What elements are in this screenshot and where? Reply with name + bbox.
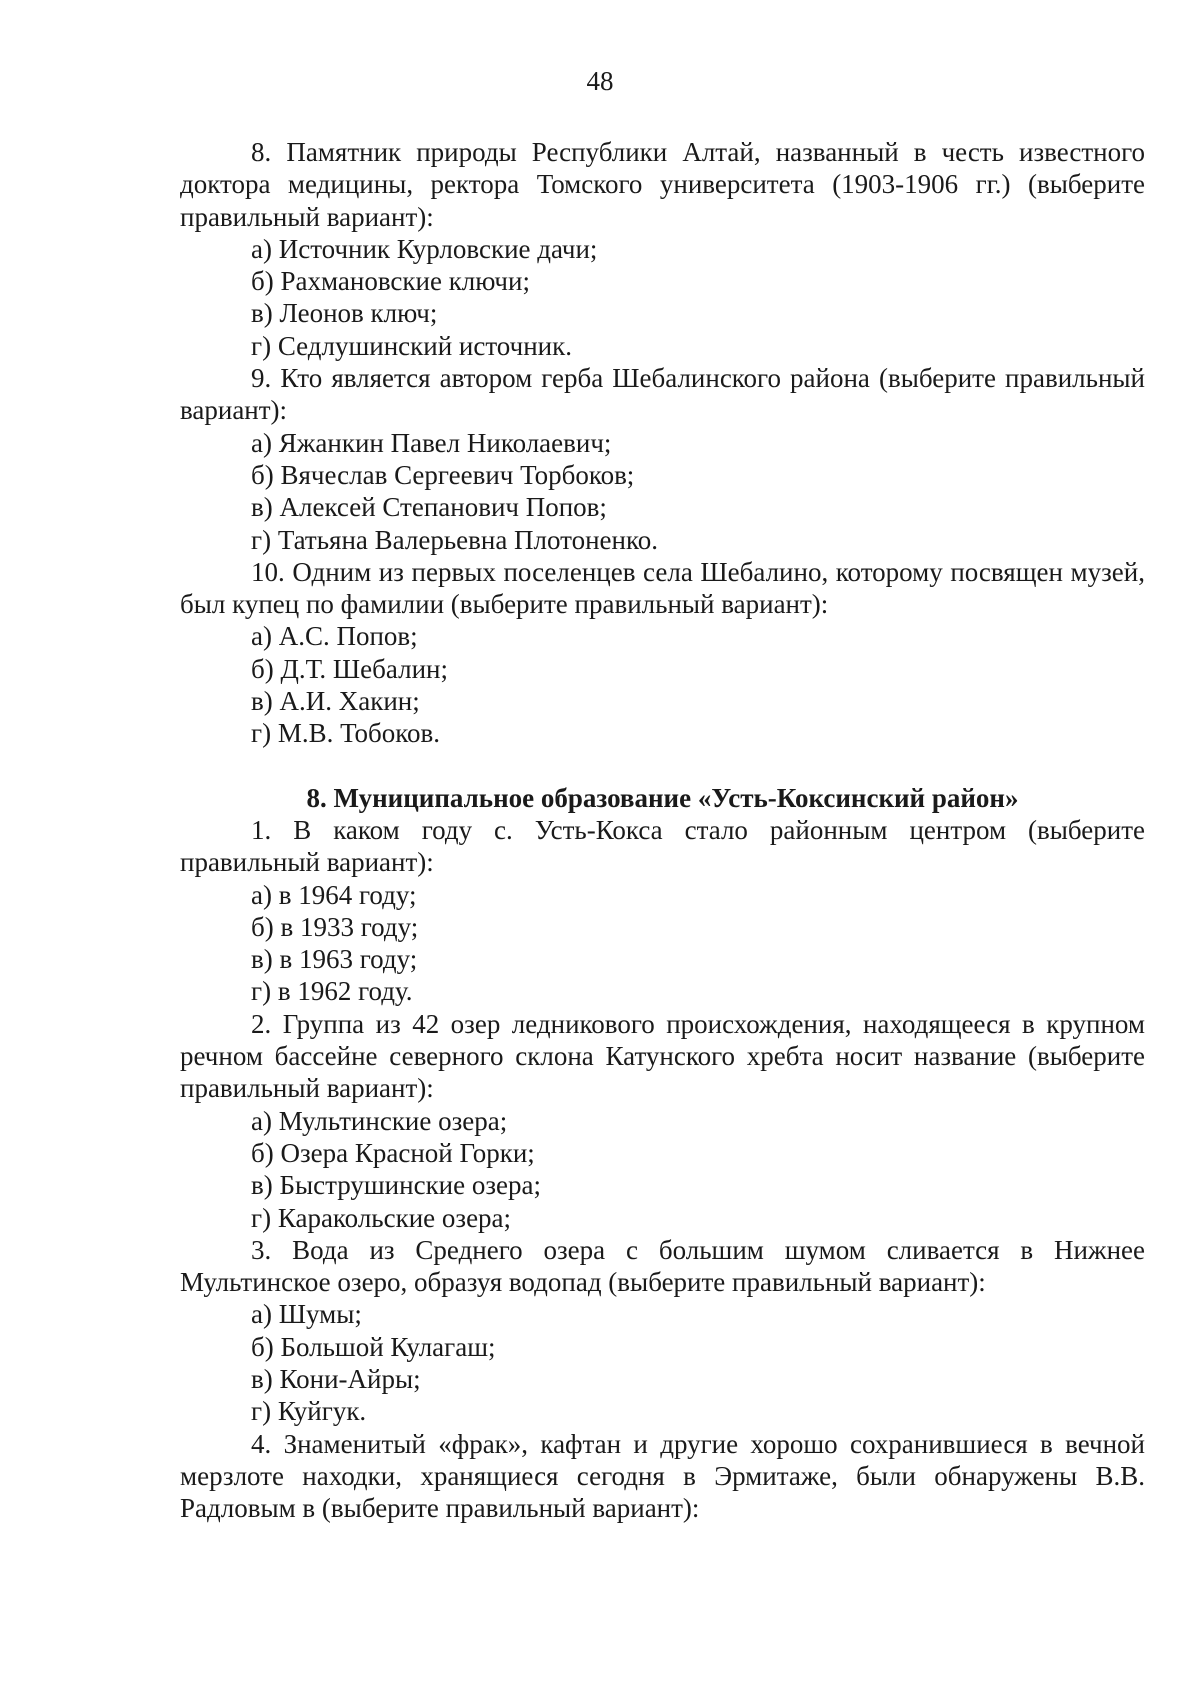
answer-option: а) Шумы;	[251, 1299, 362, 1330]
answer-option: в) Кони-Айры;	[251, 1363, 421, 1394]
answer-option: б) Вячеслав Сергеевич Торбоков;	[251, 459, 635, 490]
answer-option: г) М.В. Тобоков.	[251, 718, 441, 749]
answer-option: б) Рахмановские ключи;	[251, 266, 530, 297]
question-3: 3. Вода из Среднего озера с большим шумом сливается в Нижнее Мультинское озеро, образуя водопад (выберите правильный вариант):	[180, 1234, 1145, 1298]
answer-option: г) Седлушинский источник.	[251, 330, 572, 361]
answer-option: б) Д.Т. Шебалин;	[251, 653, 448, 684]
answer-option: б) в 1933 году;	[251, 911, 419, 942]
question-1: 1. В каком году с. Усть-Кокса стало районным центром (выберите правильный вариант):	[180, 814, 1145, 878]
section-heading: 8. Муниципальное образование «Усть-Коксинский район»	[306, 782, 1019, 813]
answer-option: г) Каракольские озера;	[251, 1202, 512, 1233]
answer-option: в) Леонов ключ;	[251, 298, 438, 329]
answer-option: г) Куйгук.	[251, 1396, 367, 1427]
answer-option: б) Большой Кулагаш;	[251, 1331, 496, 1362]
answer-option: г) Татьяна Валерьевна Плотоненко.	[251, 524, 658, 555]
question-4: 4. Знаменитый «фрак», кафтан и другие хорошо сохранившиеся в вечной мерзлоте находки, хранящиеся сегодня в Эрмитаже, были обнаружены В.В. Радловым в (выберите правильный вариант):	[180, 1428, 1145, 1524]
answer-option: б) Озера Красной Горки;	[251, 1137, 535, 1168]
answer-option: г) в 1962 году.	[251, 976, 413, 1007]
page-number: 48	[586, 66, 614, 96]
answer-option: а) Источник Курловские дачи;	[251, 233, 598, 264]
answer-option: а) в 1964 году;	[251, 879, 417, 910]
answer-option: а) Мультинские озера;	[251, 1105, 508, 1136]
answer-option: в) Алексей Степанович Попов;	[251, 492, 607, 523]
answer-option: а) А.С. Попов;	[251, 621, 418, 652]
question-2: 2. Группа из 42 озер ледникового происхождения, находящееся в крупном речном бассейне северного склона Катунского хребта носит название (выберите правильный вариант):	[180, 1008, 1145, 1104]
question-10: 10. Одним из первых поселенцев села Шебалино, которому посвящен музей, был купец по фамилии (выберите правильный вариант):	[180, 556, 1145, 620]
answer-option: в) А.И. Хакин;	[251, 686, 420, 717]
answer-option: в) Быструшинские озера;	[251, 1170, 541, 1201]
question-8: 8. Памятник природы Республики Алтай, названный в честь известного доктора медицины, ректора Томского университета (1903-1906 гг.) (выберите правильный вариант):	[180, 137, 1145, 232]
question-9: 9. Кто является автором герба Шебалинского района (выберите правильный вариант):	[180, 363, 1145, 426]
answer-option: а) Яжанкин Павел Николаевич;	[251, 427, 612, 458]
answer-option: в) в 1963 году;	[251, 944, 418, 975]
page-content	[180, 136, 1145, 1524]
